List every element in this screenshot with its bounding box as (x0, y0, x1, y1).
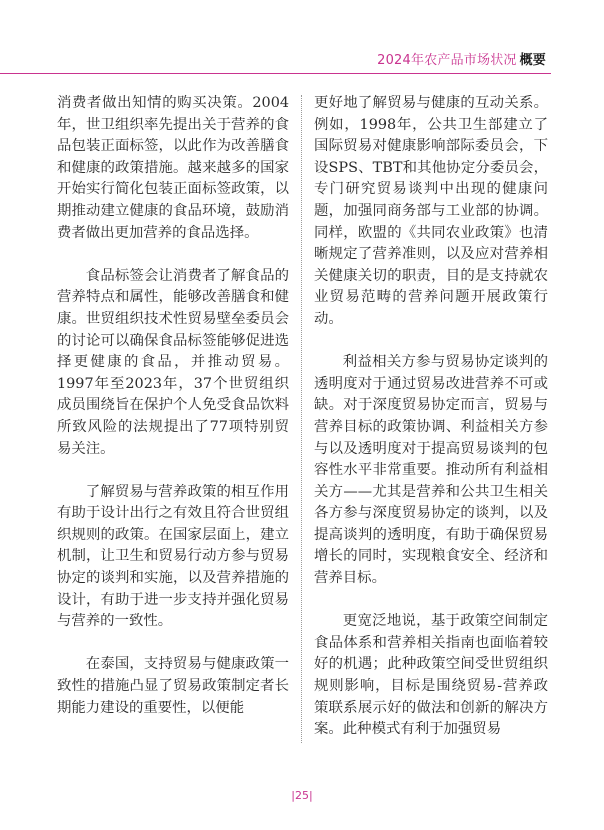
paragraph: 食品标签会让消费者了解食品的营养特点和属性，能够改善膳食和健康。世贸组织技术性贸易壁垒委员会的讨论可以确保食品标签能够促进选择更健康的食品，并推动贸易。1997年至2023年，37个世贸组织成员围绕旨在保护个人免受食品饮料所致风险的法规提出了77项特别贸易关注。 (57, 267, 289, 457)
header-title: 2024年农产品市场状况 (377, 53, 517, 68)
header-rule (0, 73, 551, 74)
column-divider (301, 95, 302, 743)
paragraph: 了解贸易与营养政策的相互作用有助于设计出行之有效且符合世贸组织规则的政策。在国家层面上，建立机制，让卫生和贸易行动方参与贸易协定的谈判和实施，以及营养措施的设计，有助于进一步支持并强化贸易与营养的一致性。 (57, 483, 289, 630)
running-header (377, 49, 546, 68)
paragraph: 更宽泛地说，基于政策空间制定食品体系和营养相关指南也面临着较好的机遇；此种政策空间受世贸组织规则影响，目标是围绕贸易-营养政策联系展示好的做法和创新的解决方案。此种模式有利于加强贸易 (314, 613, 548, 738)
paragraph: 利益相关方参与贸易协定谈判的透明度对于通过贸易改进营养不可或缺。对于深度贸易协定而言，贸易与营养目标的政策协调、利益相关方参与以及透明度对于提高贸易谈判的包容性水平非常重要。推动所有利益相关方——尤其是营养和公共卫生相关各方参与深度贸易协定的谈判，以及提高谈判的透明度，有助于确保贸易增长的同时，实现粮食安全、经济和营养目标。 (314, 354, 548, 587)
left-column (57, 93, 289, 741)
paragraph: 在泰国，支持贸易与健康政策一致性的措施凸显了贸易政策制定者长期能力建设的重要性，以便能 (57, 656, 289, 716)
paragraph: 更好地了解贸易与健康的互动关系。例如，1998年，公共卫生部建立了国际贸易对健康影响部际委员会，下设SPS、TBT和其他协定分委员会，专门研究贸易谈判中出现的健康问题，加强同商务部与工业部的协调。同样，欧盟的《共同农业政策》也清晰规定了营养准则，以及应对营养相关健康关切的职责，目的是支持就农业贸易范畴的营养问题开展政策行动。 (314, 95, 548, 327)
header-section: 概要 (519, 53, 546, 68)
page-number: |25| (291, 789, 313, 802)
right-column (314, 93, 548, 762)
paragraph: 消费者做出知情的购买决策。2004年，世卫组织率先提出关于营养的食品包装正面标签，以此作为改善膳食和健康的政策措施。越来越多的国家开始实行简化包装正面标签政策，以期推动建立健康的食品环境，鼓励消费者做出更加营养的食品选择。 (57, 95, 289, 241)
